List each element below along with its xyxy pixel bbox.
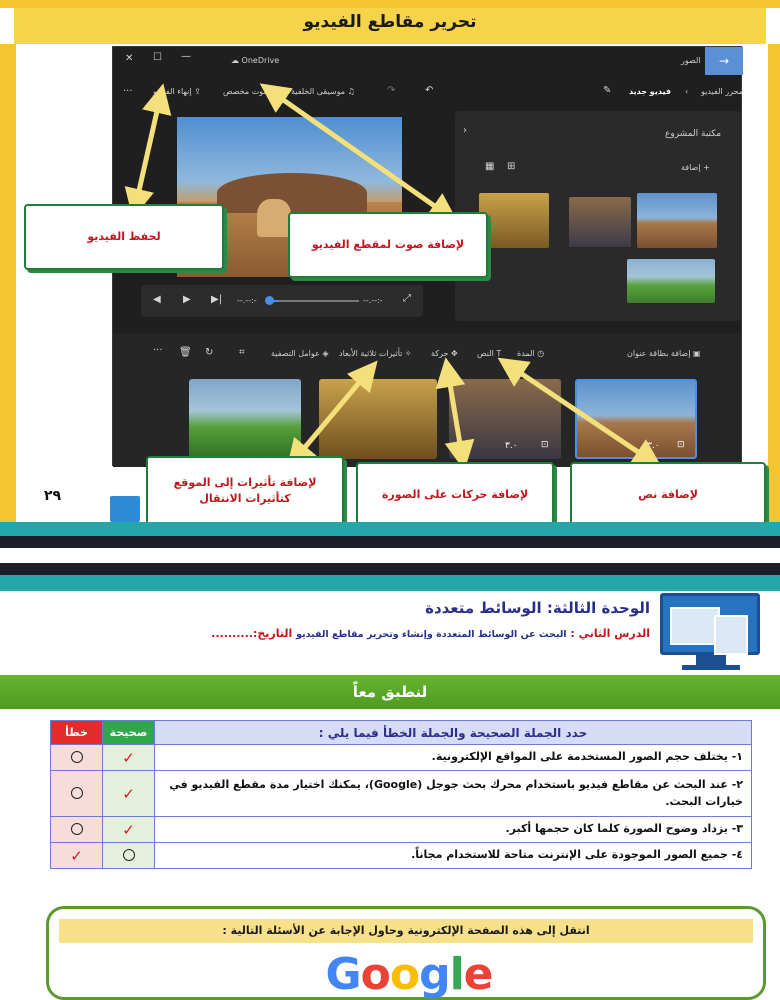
bottom-border — [0, 522, 780, 536]
statement-number: ١- — [727, 750, 743, 764]
monitor-base — [682, 665, 740, 670]
table-row — [51, 745, 752, 771]
breadcrumb-separator: › — [685, 87, 689, 96]
callout-add-motion — [356, 462, 554, 528]
undo-icon[interactable]: ↶ — [425, 85, 434, 96]
maximize-icon[interactable]: ☐ — [153, 52, 162, 63]
time-start: -:--.-- — [237, 296, 257, 305]
google-letter: l — [449, 949, 464, 1000]
callout-save-video — [24, 204, 224, 270]
google-prompt: انتقل إلى هذه الصفحة الإلكترونية وحاول الإجابة عن الأسئلة التالية : — [222, 924, 590, 937]
table-row — [51, 817, 752, 843]
check-icon: ✓ — [122, 748, 135, 767]
window-title: OneDrive ☁ — [231, 56, 280, 65]
page-two — [0, 563, 780, 1000]
unit-title: الوحدة الثالثة: الوسائط متعددة — [425, 599, 650, 617]
lesson-line — [130, 627, 650, 640]
collapse-icon[interactable]: › — [463, 125, 467, 136]
wrong-cell[interactable] — [51, 771, 103, 817]
pencil-icon[interactable]: ✎ — [603, 85, 612, 96]
google-letter: G — [325, 949, 361, 1000]
next-frame-icon[interactable]: ▶| — [211, 294, 223, 305]
google-letter: o — [360, 949, 390, 1000]
callout-add-effects — [146, 456, 344, 526]
clip-duration: ٣.٠ — [647, 441, 660, 451]
previous-icon[interactable]: ◀ — [153, 294, 161, 305]
monitor-window — [670, 607, 720, 645]
filters-button[interactable]: ◈ عوامل التصفية — [271, 349, 329, 358]
google-letter: o — [389, 949, 420, 1000]
statement-text: يزداد وضوح الصورة كلما كان حجمها أكبر. — [505, 822, 728, 836]
text-button[interactable]: T النص — [477, 349, 502, 358]
callout-effects-text: لإضافة تأثيرات إلى الموقع كتأثيرات الانتقال — [173, 475, 317, 505]
statement-text: عند البحث عن مقاطع فيديو باستخدام محرك بحث جوجل (Google)، يمكنك اختيار مدة مقطع الفيديو في خيارات البحث. — [169, 778, 743, 808]
callout-motion-text: لإضافة حركات على الصورة — [381, 487, 529, 501]
close-icon[interactable]: ✕ — [125, 53, 134, 64]
monitor-stand — [696, 655, 726, 665]
statement-cell — [155, 843, 752, 869]
statement-cell — [155, 771, 752, 817]
fullscreen-icon[interactable]: ⤢ — [403, 293, 411, 304]
wrong-cell[interactable] — [51, 817, 103, 843]
time-end: -:--.-- — [363, 296, 383, 305]
add-media-button[interactable]: + إضافة — [681, 163, 710, 172]
question-header: حدد الجملة الصحيحة والجملة الخطأ فيما يلي : — [155, 721, 752, 745]
finish-video-button[interactable]: ⇪ إنهاء الفيديو — [153, 87, 201, 96]
wrong-header: خطأ — [51, 721, 103, 745]
callout-add-audio — [288, 212, 488, 278]
correct-header: صحيحة — [103, 721, 155, 745]
wrong-cell[interactable] — [51, 843, 103, 869]
callout-add-text — [570, 462, 766, 528]
statement-text: يختلف حجم الصور المستخدمة على المواقع الإلكترونية. — [431, 750, 728, 764]
add-title-card-button[interactable]: ▣ إضافة بطاقة عنوان — [627, 349, 701, 358]
google-letter: g — [419, 949, 450, 1000]
check-icon: ✓ — [122, 784, 135, 803]
3d-effects-button[interactable]: ✧ تأثيرات ثلاثية الأبعاد — [339, 349, 412, 358]
arrow-audio — [272, 92, 446, 214]
page-number: ٢٩ — [44, 488, 62, 504]
google-section — [46, 906, 766, 1000]
correct-cell[interactable] — [103, 817, 155, 843]
arrow-text — [510, 366, 650, 460]
breadcrumb-current[interactable]: فيديو جديد — [629, 87, 671, 96]
play-icon[interactable]: ▶ — [183, 294, 191, 305]
delete-icon[interactable]: 🗑 — [179, 347, 192, 358]
callout-text-text: لإضافة نص — [638, 487, 698, 501]
statement-number: ٤- — [727, 848, 743, 862]
circle-icon — [71, 787, 83, 799]
photos-label: الصور — [681, 56, 701, 65]
statement-text: جميع الصور الموجودة على الإنترنت متاحة للاستخدام مجاناً. — [411, 848, 728, 862]
list-view-icon[interactable]: ⊞ — [507, 161, 516, 172]
table-row — [51, 771, 752, 817]
rotate-icon[interactable]: ↻ — [205, 347, 214, 358]
callout-save-text: لحفظ الفيديو — [87, 229, 161, 243]
arrow-motion — [448, 372, 462, 456]
lesson-name: البحث عن الوسائط المتعددة وإنشاء وتحرير مقاطع الفيديو — [296, 629, 567, 640]
teal-stripe — [0, 575, 780, 591]
top-stripe — [0, 563, 780, 575]
check-icon: ✓ — [122, 820, 135, 839]
circle-icon — [71, 823, 83, 835]
more-icon[interactable]: ... — [123, 83, 133, 94]
google-letter: e — [463, 949, 493, 1000]
grid-view-icon[interactable]: ▦ — [485, 161, 495, 172]
monitor-icon — [656, 593, 766, 673]
circle-icon — [71, 751, 83, 763]
table-header — [51, 721, 752, 745]
wrong-cell[interactable] — [51, 745, 103, 771]
computer-icon — [108, 494, 142, 524]
monitor-window — [714, 615, 748, 655]
minimize-icon[interactable]: — — [181, 51, 191, 62]
statement-cell — [155, 817, 752, 843]
arrow-effects — [296, 372, 368, 458]
background-music-button[interactable]: ♫ موسيقى الخلفية — [291, 87, 355, 96]
banner-title: لنطبق معاً — [352, 683, 428, 701]
redo-icon[interactable]: ↷ — [387, 85, 396, 96]
correct-cell[interactable] — [103, 843, 155, 869]
duration-button[interactable]: ◷ المدة — [517, 349, 545, 358]
page-divider — [0, 536, 780, 548]
arrow-save — [136, 98, 160, 204]
check-icon: ✓ — [70, 846, 83, 865]
true-false-table — [50, 720, 752, 869]
google-logo[interactable] — [49, 949, 769, 1000]
breadcrumb-root[interactable]: محرر الفيديو — [701, 87, 743, 96]
timeline-more-icon[interactable]: ··· — [153, 345, 163, 356]
clip-duration: ٣.٠ — [505, 441, 518, 451]
table-row — [51, 843, 752, 869]
statement-number: ٢- — [727, 778, 743, 791]
image-icon: ⊡ — [541, 440, 549, 450]
correct-cell[interactable] — [103, 771, 155, 817]
statement-cell — [155, 745, 752, 771]
motion-button[interactable]: ✥ حركة — [431, 349, 458, 358]
page-title: تحرير مقاطع الفيديو — [303, 12, 477, 32]
lesson-label: الدرس الثاني : — [570, 627, 650, 640]
date-label: التاريخ:.......... — [211, 627, 293, 640]
statement-number: ٣- — [727, 822, 743, 836]
table-body — [51, 745, 752, 869]
circle-icon — [123, 849, 135, 861]
image-icon: ⊡ — [677, 440, 685, 450]
crop-icon[interactable]: ⌗ — [239, 347, 245, 358]
custom-audio-button[interactable]: 🎧 صوت مخصص — [223, 87, 283, 96]
arrow-icon: → — [718, 54, 730, 68]
correct-cell[interactable] — [103, 745, 155, 771]
callout-audio-text: لإضافة صوت لمقطع الفيديو — [311, 237, 465, 251]
library-title: مكتبة المشروع — [665, 129, 722, 139]
